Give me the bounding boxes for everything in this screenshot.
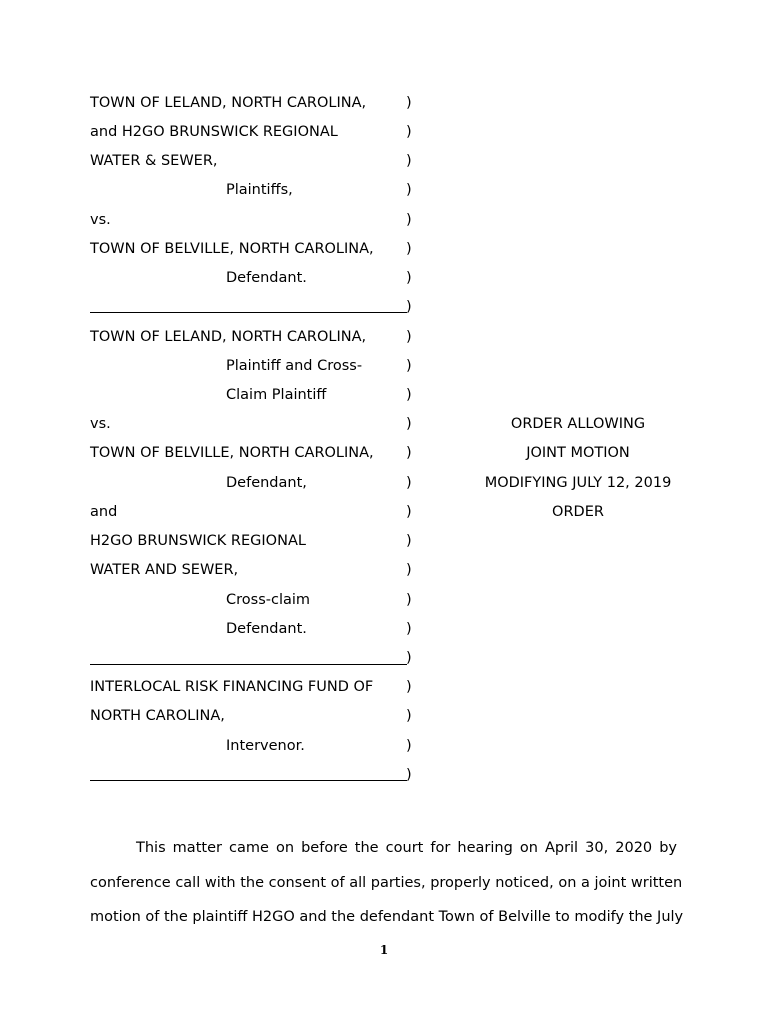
caption-paren: )	[406, 738, 412, 754]
order-title-line: ORDER ALLOWING	[510, 416, 646, 432]
body-line: conference call with the consent of all parties, properly noticed, on a joint written	[90, 875, 683, 891]
caption-paren: )	[406, 182, 412, 198]
caption-line: INTERLOCAL RISK FINANCING FUND OF	[90, 679, 374, 695]
caption-paren: )	[406, 299, 412, 315]
caption-paren: )	[406, 95, 412, 111]
caption-line: and H2GO BRUNSWICK REGIONAL	[90, 124, 338, 140]
caption-paren: )	[406, 358, 412, 374]
caption-line: Defendant,	[226, 475, 307, 491]
caption-line: H2GO BRUNSWICK REGIONAL	[90, 533, 306, 549]
caption-paren: )	[406, 621, 412, 637]
caption-line: NORTH CAROLINA,	[90, 708, 225, 724]
caption-paren: )	[406, 445, 412, 461]
caption-paren: )	[406, 562, 412, 578]
caption-line: vs.	[90, 416, 111, 432]
caption-paren: )	[406, 533, 412, 549]
caption-paren: )	[406, 329, 412, 345]
caption-line: TOWN OF LELAND, NORTH CAROLINA,	[90, 329, 367, 345]
caption-line: Plaintiff and Cross-	[226, 358, 363, 374]
caption-line: Defendant.	[226, 621, 307, 637]
order-title-line: MODIFYING JULY 12, 2019	[484, 475, 672, 491]
page-number: 1	[379, 943, 389, 957]
caption-paren: )	[406, 592, 412, 608]
caption-paren: )	[406, 475, 412, 491]
caption-line: Defendant.	[226, 270, 307, 286]
body-line: motion of the plaintiff H2GO and the defendant Town of Belville to modify the July	[90, 909, 684, 925]
caption-paren: )	[406, 212, 412, 228]
caption-line: Cross-claim	[226, 592, 311, 608]
caption-line: TOWN OF LELAND, NORTH CAROLINA,	[90, 95, 367, 111]
caption-line: Claim Plaintiff	[226, 387, 327, 403]
caption-paren: )	[406, 767, 412, 783]
caption-line: Intervenor.	[226, 738, 305, 754]
order-title-line: JOINT MOTION	[526, 445, 630, 461]
caption-paren: )	[406, 124, 412, 140]
caption-line: WATER AND SEWER,	[90, 562, 239, 578]
caption-line: Plaintiffs,	[226, 182, 293, 198]
caption-line: WATER & SEWER,	[90, 153, 218, 169]
caption-paren: )	[406, 416, 412, 432]
caption-paren: )	[406, 504, 412, 520]
caption-line: and	[90, 504, 118, 520]
caption-paren: )	[406, 387, 412, 403]
caption-divider	[90, 664, 407, 665]
caption-paren: )	[406, 241, 412, 257]
caption-paren: )	[406, 153, 412, 169]
caption-paren: )	[406, 708, 412, 724]
caption-divider	[90, 312, 407, 313]
caption-line: TOWN OF BELVILLE, NORTH CAROLINA,	[90, 241, 374, 257]
caption-line: vs.	[90, 212, 111, 228]
caption-line: TOWN OF BELVILLE, NORTH CAROLINA,	[90, 445, 374, 461]
body-line: This matter came on before the court for hearing on April 30, 2020 by	[136, 840, 677, 856]
caption-paren: )	[406, 650, 412, 666]
caption-paren: )	[406, 270, 412, 286]
caption-divider	[90, 780, 407, 781]
order-title-line: ORDER	[552, 504, 604, 520]
caption-paren: )	[406, 679, 412, 695]
